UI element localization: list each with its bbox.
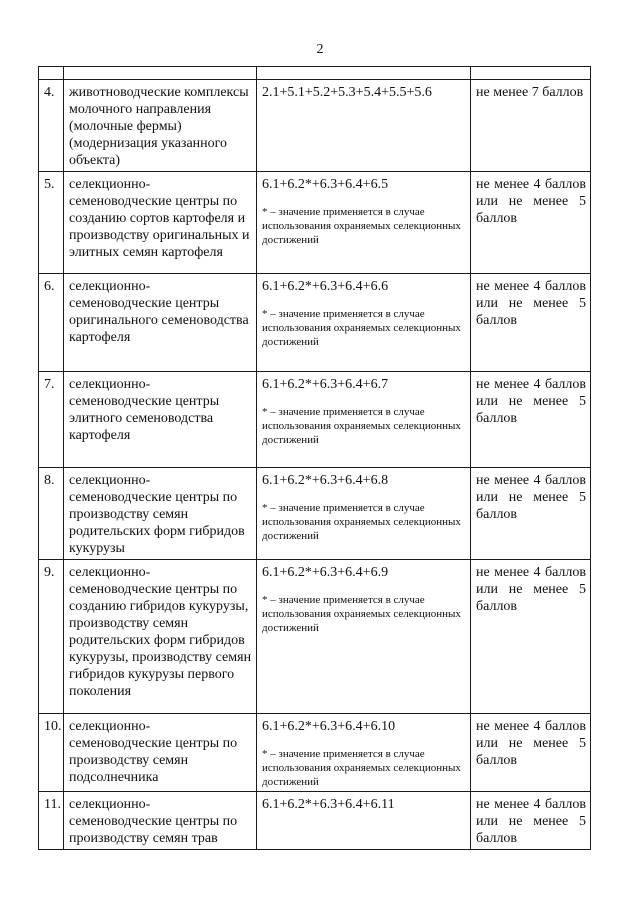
formula: 2.1+5.1+5.2+5.3+5.4+5.5+5.6	[262, 85, 432, 100]
formula-cell	[257, 372, 471, 468]
object-type: селекционно-семеноводческие центры по производству семян трав	[69, 797, 238, 846]
row-number-cell	[39, 274, 64, 372]
formula-note: * – значение применяется в случае использования охраняемых селекционных достижений	[262, 406, 461, 446]
table-row	[39, 372, 591, 468]
formula: 6.1+6.2*+6.3+6.4+6.6	[262, 279, 389, 294]
row-number: 5.	[44, 177, 55, 192]
formula: 6.1+6.2*+6.3+6.4+6.10	[262, 719, 396, 734]
formula-cell	[257, 714, 471, 792]
row-number-cell	[39, 80, 64, 172]
formula-cell	[257, 792, 471, 850]
score-cell	[471, 80, 591, 172]
formula-note: * – значение применяется в случае использования охраняемых селекционных достижений	[262, 748, 461, 788]
header-cell	[471, 67, 591, 80]
table-row	[39, 560, 591, 714]
criteria-table	[38, 66, 591, 850]
row-number: 9.	[44, 565, 55, 580]
table-row	[39, 80, 591, 172]
object-type-cell	[64, 468, 257, 560]
header-cell	[64, 67, 257, 80]
object-type: селекционно-семеноводческие центры оригинального семеноводства картофеля	[69, 279, 249, 345]
row-number: 11.	[44, 797, 61, 812]
formula-cell	[257, 468, 471, 560]
min-score: не менее 4 баллов или не менее 5 баллов	[476, 177, 586, 226]
object-type-cell	[64, 172, 257, 274]
formula-cell	[257, 80, 471, 172]
formula: 6.1+6.2*+6.3+6.4+6.5	[262, 177, 389, 192]
table-row	[39, 792, 591, 850]
table-row	[39, 714, 591, 792]
object-type-cell	[64, 80, 257, 172]
score-cell	[471, 172, 591, 274]
formula: 6.1+6.2*+6.3+6.4+6.9	[262, 565, 389, 580]
table-header-row	[39, 67, 591, 80]
score-cell	[471, 274, 591, 372]
min-score: не менее 4 баллов или не менее 5 баллов	[476, 565, 586, 614]
formula: 6.1+6.2*+6.3+6.4+6.7	[262, 377, 389, 392]
object-type: селекционно-семеноводческие центры по производству семян родительских форм гибридов кукурузы	[69, 473, 245, 556]
header-cell	[257, 67, 471, 80]
object-type-cell	[64, 560, 257, 714]
object-type: животноводческие комплексы молочного направления (молочные фермы) (модернизация указанного объекта)	[69, 85, 249, 168]
row-number: 8.	[44, 473, 55, 488]
row-number-cell	[39, 172, 64, 274]
row-number: 7.	[44, 377, 55, 392]
row-number-cell	[39, 560, 64, 714]
object-type: селекционно-семеноводческие центры по созданию сортов картофеля и производству оригинальных и элитных семян картофеля	[69, 177, 250, 260]
min-score: не менее 4 баллов или не менее 5 баллов	[476, 719, 586, 768]
min-score: не менее 4 баллов или не менее 5 баллов	[476, 279, 586, 328]
row-number-cell	[39, 792, 64, 850]
formula-note: * – значение применяется в случае использования охраняемых селекционных достижений	[262, 594, 461, 634]
row-number: 6.	[44, 279, 55, 294]
score-cell	[471, 792, 591, 850]
formula: 6.1+6.2*+6.3+6.4+6.8	[262, 473, 389, 488]
score-cell	[471, 560, 591, 714]
object-type-cell	[64, 372, 257, 468]
object-type-cell	[64, 714, 257, 792]
score-cell	[471, 372, 591, 468]
table-row	[39, 172, 591, 274]
row-number: 4.	[44, 85, 55, 100]
formula-cell	[257, 172, 471, 274]
formula-note: * – значение применяется в случае использования охраняемых селекционных достижений	[262, 308, 461, 348]
formula-cell	[257, 274, 471, 372]
object-type-cell	[64, 274, 257, 372]
table-row	[39, 274, 591, 372]
header-cell	[39, 67, 64, 80]
row-number-cell	[39, 372, 64, 468]
object-type: селекционно-семеноводческие центры элитного семеноводства картофеля	[69, 377, 220, 443]
score-cell	[471, 714, 591, 792]
object-type: селекционно-семеноводческие центры по производству семян подсолнечника	[69, 719, 238, 785]
table-row	[39, 468, 591, 560]
page-number: 2	[316, 42, 324, 57]
min-score: не менее 4 баллов или не менее 5 баллов	[476, 797, 586, 846]
row-number-cell	[39, 468, 64, 560]
formula-note: * – значение применяется в случае использования охраняемых селекционных достижений	[262, 206, 461, 246]
formula-cell	[257, 560, 471, 714]
object-type: селекционно-семеноводческие центры по созданию гибридов кукурузы, производству семян родительских форм гибридов кукурузы, производству семян гибридов кукурузы первого поколения	[69, 565, 252, 699]
min-score: не менее 4 баллов или не менее 5 баллов	[476, 473, 586, 522]
row-number: 10.	[44, 719, 62, 734]
min-score: не менее 4 баллов или не менее 5 баллов	[476, 377, 586, 426]
row-number-cell	[39, 714, 64, 792]
object-type-cell	[64, 792, 257, 850]
min-score: не менее 7 баллов	[476, 85, 584, 100]
formula: 6.1+6.2*+6.3+6.4+6.11	[262, 797, 395, 812]
score-cell	[471, 468, 591, 560]
formula-note: * – значение применяется в случае использования охраняемых селекционных достижений	[262, 502, 461, 542]
